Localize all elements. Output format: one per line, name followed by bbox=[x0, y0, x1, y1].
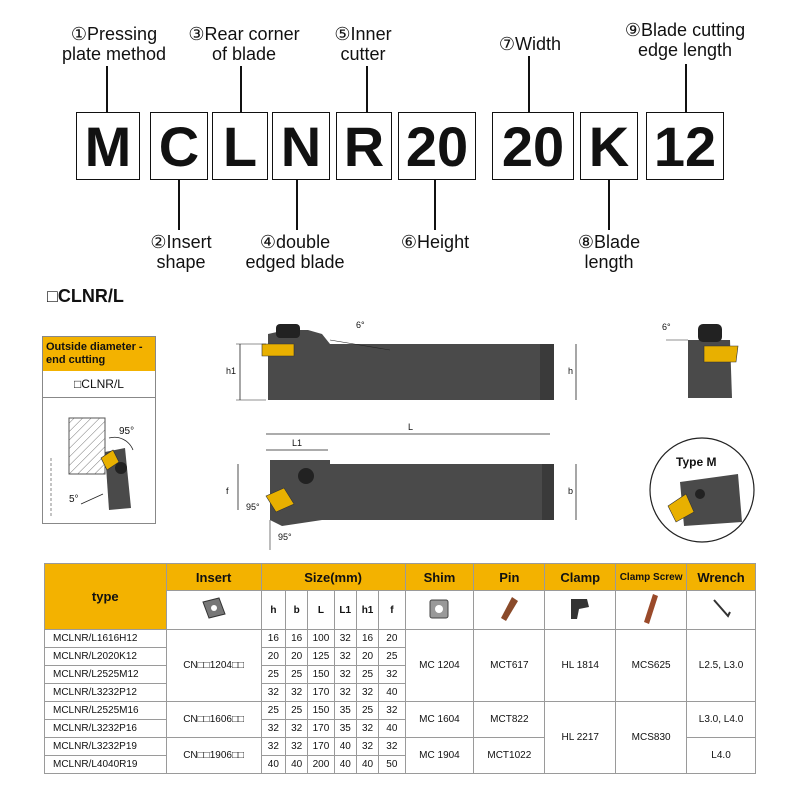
insert-group-cell: CN□□1606□□ bbox=[166, 702, 261, 738]
shim-group-cell: MC 1904 bbox=[405, 738, 474, 774]
insert-icon-cell bbox=[166, 591, 261, 630]
section-title: □CLNR/L bbox=[47, 286, 124, 306]
size-cell: 200 bbox=[308, 756, 334, 774]
leader-line bbox=[178, 180, 180, 230]
side-insert bbox=[262, 344, 294, 356]
type-cell: MCLNR/L1616H12 bbox=[45, 630, 167, 648]
size-cell: 170 bbox=[308, 684, 334, 702]
size-col-h1: h1 bbox=[356, 591, 378, 630]
type-m-body bbox=[680, 474, 742, 526]
size-cell: 35 bbox=[334, 702, 356, 720]
table-row bbox=[45, 702, 756, 720]
clamp-icon bbox=[565, 595, 595, 623]
top-clamp bbox=[298, 468, 314, 484]
size-cell: 35 bbox=[334, 720, 356, 738]
size-cell: 32 bbox=[379, 702, 405, 720]
dim-f-label: f bbox=[226, 486, 229, 496]
pin-group-cell: MCT1022 bbox=[474, 738, 545, 774]
screw-group-cell: MCS830 bbox=[616, 702, 687, 774]
leader-line bbox=[106, 66, 108, 112]
type-m-label: Type M bbox=[676, 455, 717, 469]
size-cell: 32 bbox=[379, 666, 405, 684]
top-view bbox=[226, 422, 576, 550]
leader-line bbox=[608, 180, 610, 230]
code-letter-box: L bbox=[212, 112, 268, 180]
angle-line bbox=[81, 494, 103, 504]
side-clamp bbox=[276, 324, 300, 338]
size-cell: 20 bbox=[261, 648, 285, 666]
size-cell: 40 bbox=[379, 684, 405, 702]
label-pressing-plate-method: ①Pressing plate method bbox=[61, 24, 167, 64]
label-double-edged-blade: ④double edged blade bbox=[245, 232, 345, 272]
card-header: Outside diameter -end cutting bbox=[43, 337, 155, 371]
dim-h1-label: h1 bbox=[226, 366, 237, 376]
angle-95-top-label: 95° bbox=[246, 502, 260, 512]
wrench-group-cell: L2.5, L3.0 bbox=[687, 630, 756, 702]
dim-h-label: h bbox=[568, 366, 574, 376]
col-header-type: type bbox=[45, 564, 167, 630]
size-cell: 50 bbox=[379, 756, 405, 774]
top-shank-end bbox=[542, 464, 554, 520]
card-model: □CLNR/L bbox=[43, 371, 155, 398]
size-cell: 32 bbox=[334, 666, 356, 684]
label-inner-cutter: ⑤Inner cutter bbox=[334, 24, 392, 64]
code-letter-box: 12 bbox=[646, 112, 724, 180]
size-col-h: h bbox=[261, 591, 285, 630]
size-cell: 40 bbox=[286, 756, 308, 774]
size-cell: 32 bbox=[356, 684, 378, 702]
clamp-screw-icon bbox=[638, 592, 664, 626]
label-height: ⑥Height bbox=[400, 232, 470, 252]
leader-line bbox=[528, 56, 530, 112]
code-letter-box: 20 bbox=[398, 112, 476, 180]
side-tool-body bbox=[268, 330, 552, 400]
leader-line bbox=[366, 66, 368, 112]
dim-L-label: L bbox=[408, 422, 414, 432]
label-blade-cutting-edge: ⑨Blade cutting edge length bbox=[624, 20, 746, 60]
col-header-size: Size(mm) bbox=[261, 564, 405, 591]
clamp-group-cell: HL 1814 bbox=[545, 630, 616, 702]
size-cell: 150 bbox=[308, 702, 334, 720]
size-cell: 32 bbox=[334, 684, 356, 702]
label-insert-shape: ②Insert shape bbox=[150, 232, 212, 272]
size-cell: 20 bbox=[356, 648, 378, 666]
col-header-pin: Pin bbox=[474, 564, 545, 591]
insert-group-cell: CN□□1204□□ bbox=[166, 630, 261, 702]
code-letter-box: 20 bbox=[492, 112, 574, 180]
size-cell: 32 bbox=[261, 684, 285, 702]
size-cell: 125 bbox=[308, 648, 334, 666]
leader-line bbox=[240, 66, 242, 112]
size-cell: 40 bbox=[334, 738, 356, 756]
dim-L1-label: L1 bbox=[292, 438, 303, 448]
size-cell: 32 bbox=[261, 720, 285, 738]
code-letter-box: C bbox=[150, 112, 208, 180]
size-col-L: L bbox=[308, 591, 334, 630]
side-view bbox=[226, 320, 576, 400]
size-cell: 32 bbox=[286, 684, 308, 702]
table-row bbox=[45, 630, 756, 648]
size-cell: 25 bbox=[286, 702, 308, 720]
code-letter-box: K bbox=[580, 112, 638, 180]
size-cell: 16 bbox=[261, 630, 285, 648]
size-col-f: f bbox=[379, 591, 405, 630]
size-cell: 25 bbox=[356, 702, 378, 720]
type-cell: MCLNR/L2525M16 bbox=[45, 702, 167, 720]
leader-line bbox=[434, 180, 436, 230]
size-cell: 25 bbox=[286, 666, 308, 684]
size-col-L1: L1 bbox=[334, 591, 356, 630]
shim-icon bbox=[426, 596, 452, 622]
angle-95-bottom-label: 95° bbox=[278, 532, 292, 542]
end-angle-6-label: 6° bbox=[662, 322, 671, 332]
size-cell: 25 bbox=[261, 702, 285, 720]
size-cell: 100 bbox=[308, 630, 334, 648]
insert-icon bbox=[199, 596, 229, 622]
size-cell: 32 bbox=[334, 630, 356, 648]
clamp-icon-cell bbox=[545, 591, 616, 630]
label-blade-length: ⑧Blade length bbox=[577, 232, 641, 272]
clamp-screw-icon-cell bbox=[616, 591, 687, 630]
code-letter-box: R bbox=[336, 112, 392, 180]
type-cell: MCLNR/L2020K12 bbox=[45, 648, 167, 666]
shim-group-cell: MC 1204 bbox=[405, 630, 474, 702]
tool-drawing bbox=[210, 300, 800, 560]
col-header-insert: Insert bbox=[166, 564, 261, 591]
type-cell: MCLNR/L3232P12 bbox=[45, 684, 167, 702]
spec-table bbox=[44, 563, 756, 774]
size-cell: 40 bbox=[356, 756, 378, 774]
wrench-icon-cell bbox=[687, 591, 756, 630]
end-view bbox=[662, 322, 738, 398]
size-cell: 170 bbox=[308, 738, 334, 756]
type-m-detail bbox=[650, 438, 754, 542]
leader-line bbox=[296, 180, 298, 230]
size-cell: 40 bbox=[261, 756, 285, 774]
wrench-group-cell: L3.0, L4.0 bbox=[687, 702, 756, 738]
shim-icon-cell bbox=[405, 591, 474, 630]
type-m-pin bbox=[695, 489, 705, 499]
side-shank-end bbox=[540, 344, 554, 400]
card-clamp bbox=[115, 462, 127, 474]
pin-icon bbox=[496, 595, 522, 623]
angle-arc bbox=[109, 437, 133, 450]
size-cell: 16 bbox=[356, 630, 378, 648]
workpiece bbox=[69, 418, 105, 474]
size-cell: 150 bbox=[308, 666, 334, 684]
type-cell: MCLNR/L3232P16 bbox=[45, 720, 167, 738]
size-cell: 32 bbox=[261, 738, 285, 756]
angle-6-label: 6° bbox=[356, 320, 365, 330]
clamp-group-cell: HL 2217 bbox=[545, 702, 616, 774]
cutting-type-card bbox=[42, 336, 156, 524]
wrench-icon bbox=[708, 596, 734, 622]
type-cell: MCLNR/L2525M12 bbox=[45, 666, 167, 684]
size-cell: 16 bbox=[286, 630, 308, 648]
size-cell: 32 bbox=[356, 720, 378, 738]
pin-icon-cell bbox=[474, 591, 545, 630]
angle-5-label: 5° bbox=[69, 494, 79, 505]
size-cell: 25 bbox=[379, 648, 405, 666]
angle-95-label: 95° bbox=[119, 426, 135, 437]
pin-group-cell: MCT617 bbox=[474, 630, 545, 702]
shim-group-cell: MC 1604 bbox=[405, 702, 474, 738]
type-cell: MCLNR/L4040R19 bbox=[45, 756, 167, 774]
size-cell: 170 bbox=[308, 720, 334, 738]
label-rear-corner: ③Rear corner of blade bbox=[188, 24, 300, 64]
leader-line bbox=[685, 64, 687, 112]
end-clamp bbox=[698, 324, 722, 342]
insert-group-cell: CN□□1906□□ bbox=[166, 738, 261, 774]
size-cell: 32 bbox=[356, 738, 378, 756]
card-diagram bbox=[43, 398, 155, 524]
size-col-b: b bbox=[286, 591, 308, 630]
size-cell: 40 bbox=[334, 756, 356, 774]
code-letter-box: N bbox=[272, 112, 330, 180]
size-cell: 20 bbox=[286, 648, 308, 666]
dim-b-label: b bbox=[568, 486, 574, 496]
col-header-wrench: Wrench bbox=[687, 564, 756, 591]
code-letter-box: M bbox=[76, 112, 140, 180]
size-cell: 32 bbox=[379, 738, 405, 756]
size-cell: 32 bbox=[286, 738, 308, 756]
screw-group-cell: MCS625 bbox=[616, 630, 687, 702]
end-insert bbox=[704, 346, 738, 362]
pin-group-cell: MCT822 bbox=[474, 702, 545, 738]
size-cell: 32 bbox=[286, 720, 308, 738]
size-cell: 32 bbox=[334, 648, 356, 666]
col-header-clamp: Clamp bbox=[545, 564, 616, 591]
label-width: ⑦Width bbox=[498, 34, 562, 54]
type-cell: MCLNR/L3232P19 bbox=[45, 738, 167, 756]
size-cell: 25 bbox=[261, 666, 285, 684]
top-tool-body bbox=[270, 460, 554, 526]
col-header-clamp-screw: Clamp Screw bbox=[616, 564, 687, 591]
wrench-group-cell: L4.0 bbox=[687, 738, 756, 774]
col-header-shim: Shim bbox=[405, 564, 474, 591]
size-cell: 25 bbox=[356, 666, 378, 684]
size-cell: 20 bbox=[379, 630, 405, 648]
size-cell: 40 bbox=[379, 720, 405, 738]
